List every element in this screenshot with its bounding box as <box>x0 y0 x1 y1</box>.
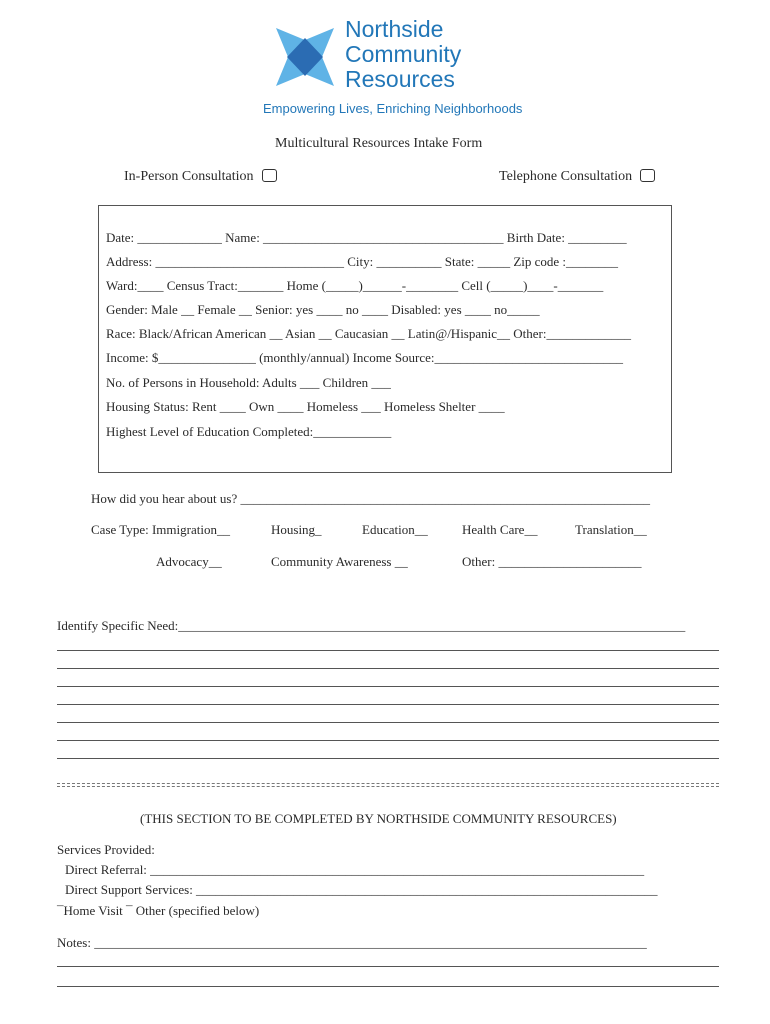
logo-tagline: Empowering Lives, Enriching Neighborhoods <box>263 101 523 116</box>
telephone-option[interactable] <box>499 169 655 185</box>
telephone-label: Telephone Consultation <box>499 169 633 184</box>
notes-line-1[interactable] <box>57 966 719 967</box>
notes-line-2[interactable] <box>57 986 719 987</box>
need-line-7[interactable] <box>57 758 719 759</box>
need-line-1[interactable] <box>57 650 719 651</box>
direct-referral-field[interactable]: Direct Referral: ____________________________________________________________________________ <box>65 862 645 877</box>
form-title: Multicultural Resources Intake Form <box>275 136 483 151</box>
case-type-advocacy[interactable]: Advocacy__ <box>156 554 222 569</box>
section-divider <box>57 783 719 787</box>
box-row-date-name[interactable]: Date: _____________ Name: _____________________________________ Birth Date: _________ <box>106 230 627 245</box>
case-type-immigration[interactable]: Case Type: Immigration__ <box>91 522 230 537</box>
need-line-3[interactable] <box>57 686 719 687</box>
box-row-ward-phone[interactable]: Ward:____ Census Tract:_______ Home (_____)______-________ Cell (_____)____-_______ <box>106 278 604 293</box>
need-line-6[interactable] <box>57 740 719 741</box>
logo-name-line1: Northside <box>345 16 444 42</box>
home-visit-other-options[interactable]: ¯Home Visit ¯ Other (specified below) <box>57 903 260 918</box>
hear-about-us-field[interactable]: How did you hear about us? _______________________________________________________________ <box>91 491 650 506</box>
box-row-gender[interactable]: Gender: Male __ Female __ Senior: yes ____ no ____ Disabled: yes ____ no_____ <box>106 302 540 317</box>
logo-mark <box>272 22 338 92</box>
box-row-housing[interactable]: Housing Status: Rent ____ Own ____ Homeless ___ Homeless Shelter ____ <box>106 399 505 414</box>
case-type-translation[interactable]: Translation__ <box>575 522 647 537</box>
direct-support-field[interactable]: Direct Support Services: _______________________________________________________________________ <box>65 882 658 897</box>
need-line-4[interactable] <box>57 704 719 705</box>
in-person-label: In-Person Consultation <box>124 169 254 184</box>
logo-name-line2: Community <box>345 41 462 67</box>
case-type-health[interactable]: Health Care__ <box>462 522 538 537</box>
box-row-race[interactable]: Race: Black/African American __ Asian __ Caucasian __ Latin@/Hispanic__ Other:_____________ <box>106 326 631 341</box>
notes-field[interactable]: Notes: _____________________________________________________________________________________ <box>57 935 647 950</box>
logo-name-line3: Resources <box>345 66 455 92</box>
need-line-2[interactable] <box>57 668 719 669</box>
in-person-checkbox[interactable] <box>262 169 277 182</box>
in-person-option[interactable] <box>124 169 277 185</box>
specific-need-label[interactable]: Identify Specific Need:______________________________________________________________________________ <box>57 618 686 633</box>
case-type-education[interactable]: Education__ <box>362 522 428 537</box>
box-row-address[interactable]: Address: _____________________________ City: __________ State: _____ Zip code :________ <box>106 254 619 269</box>
case-type-community[interactable]: Community Awareness __ <box>271 554 408 569</box>
box-row-household[interactable]: No. of Persons in Household: Adults ___ Children ___ <box>106 375 391 390</box>
box-row-education[interactable]: Highest Level of Education Completed:____________ <box>106 424 392 439</box>
need-line-5[interactable] <box>57 722 719 723</box>
case-type-housing[interactable]: Housing_ <box>271 522 322 537</box>
office-section-heading: (THIS SECTION TO BE COMPLETED BY NORTHSIDE COMMUNITY RESOURCES) <box>140 811 617 826</box>
box-row-income[interactable]: Income: $_______________ (monthly/annual) Income Source:_____________________________ <box>106 350 624 365</box>
case-type-other[interactable]: Other: ______________________ <box>462 554 642 569</box>
services-provided-label: Services Provided: <box>57 842 155 857</box>
telephone-checkbox[interactable] <box>640 169 655 182</box>
